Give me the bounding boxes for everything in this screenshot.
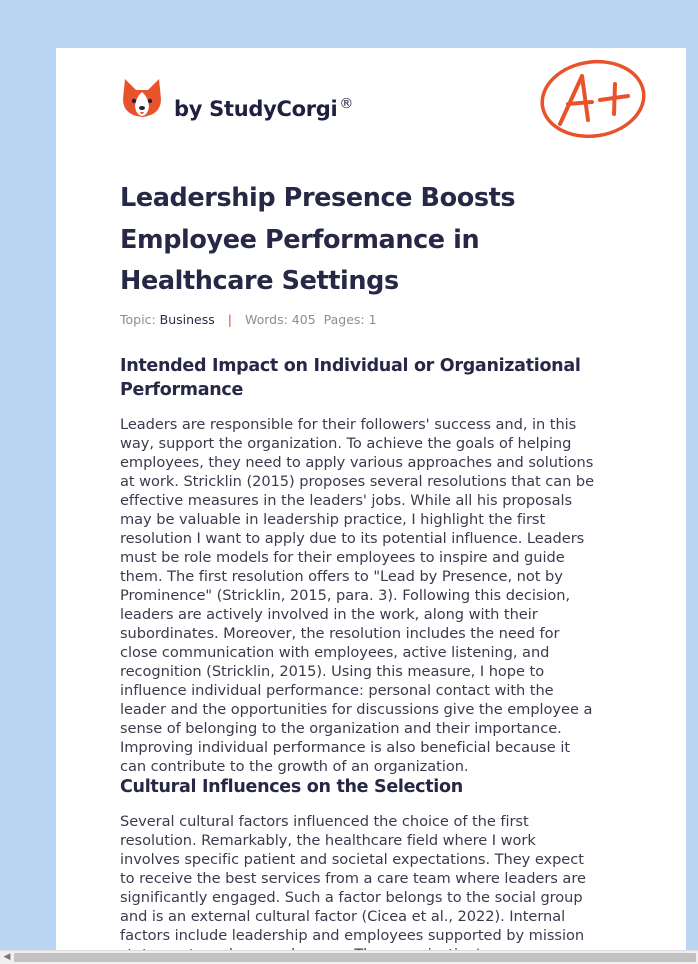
text-line: way, support the organization. To achieve the goals of helping bbox=[120, 435, 572, 452]
section-heading: Cultural Influences on the Selection bbox=[120, 777, 463, 797]
text-line: Prominence" (Stricklin, 2015, para. 3). Following this decision, bbox=[120, 587, 571, 604]
text-line: employees, they need to apply various approaches and solutions bbox=[120, 454, 594, 471]
text-line: leaders are actively involved in the work, along with their bbox=[120, 606, 538, 623]
text-line: resolution. Remarkably, the healthcare field where I work bbox=[120, 832, 536, 849]
text-line: Leaders are responsible for their followers' success and, in this bbox=[120, 416, 577, 433]
text-line: may be valuable in leadership practice, I highlight the first bbox=[120, 511, 546, 528]
corgi-logo-icon bbox=[122, 77, 162, 121]
text-line: effective measures in the leaders' jobs. While all his proposals bbox=[120, 492, 573, 509]
text-line: can contribute to the growth of an organization. bbox=[120, 758, 469, 775]
section-paragraph bbox=[120, 415, 640, 776]
text-line: significantly engaged. Such a factor belongs to the social group bbox=[120, 889, 583, 906]
text-line: factors include leadership and employees supported by mission bbox=[120, 927, 585, 944]
text-line: recognition (Stricklin, 2015). Using this measure, I hope to bbox=[120, 663, 545, 680]
arrow-left-icon[interactable]: ◀ bbox=[3, 952, 11, 962]
text-line: subordinates. Moreover, the resolution includes the need for bbox=[120, 625, 560, 642]
text-line: them. The first resolution offers to "Lead by Presence, not by bbox=[120, 568, 563, 585]
brand-text: by StudyCorgi bbox=[174, 97, 338, 121]
words-count: 405 bbox=[291, 312, 316, 327]
section-paragraph bbox=[120, 812, 640, 964]
text-line: close communication with employees, active listening, and bbox=[120, 644, 550, 661]
a-plus-grade-icon bbox=[538, 58, 648, 140]
topic-label: Topic: bbox=[120, 312, 156, 327]
text-line: Several cultural factors influenced the choice of the first bbox=[120, 813, 529, 830]
text-line: to receive the best services from a care team where leaders are bbox=[120, 870, 586, 887]
words-label: Words: bbox=[244, 312, 288, 327]
document-page bbox=[56, 48, 686, 950]
text-line: leader and the opportunities for discussions give the employee a bbox=[120, 701, 593, 718]
horizontal-scrollbar[interactable] bbox=[0, 950, 698, 964]
text-line: and is an external cultural factor (Cicea et al., 2022). Internal bbox=[120, 908, 566, 925]
text-line: Improving individual performance is also beneficial because it bbox=[120, 739, 570, 756]
scrollbar-thumb[interactable] bbox=[14, 953, 696, 962]
meta-separator: | bbox=[227, 312, 232, 327]
text-line: sense of belonging to the organization and their importance. bbox=[120, 720, 562, 737]
topic-link[interactable]: Business bbox=[159, 312, 215, 327]
text-line: resolution I want to apply due to its potential influence. Leaders bbox=[120, 530, 585, 547]
pages-label: Pages: bbox=[323, 312, 365, 327]
text-line: must be role models for their employees to inspire and guide bbox=[120, 549, 565, 566]
text-line: influence individual performance: personal contact with the bbox=[120, 682, 554, 699]
document-title: Leadership Presence Boosts Employee Performance in Healthcare Settings bbox=[120, 183, 516, 296]
section-heading: Intended Impact on Individual or Organizational Performance bbox=[120, 356, 581, 400]
pages-count: 1 bbox=[368, 312, 377, 327]
brand-name[interactable] bbox=[174, 96, 353, 121]
text-line: involves specific patient and societal expectations. They expect bbox=[120, 851, 584, 868]
text-line: at work. Stricklin (2015) proposes several resolutions that can be bbox=[120, 473, 595, 490]
registered-mark: ® bbox=[339, 96, 354, 112]
document-meta bbox=[120, 312, 377, 327]
